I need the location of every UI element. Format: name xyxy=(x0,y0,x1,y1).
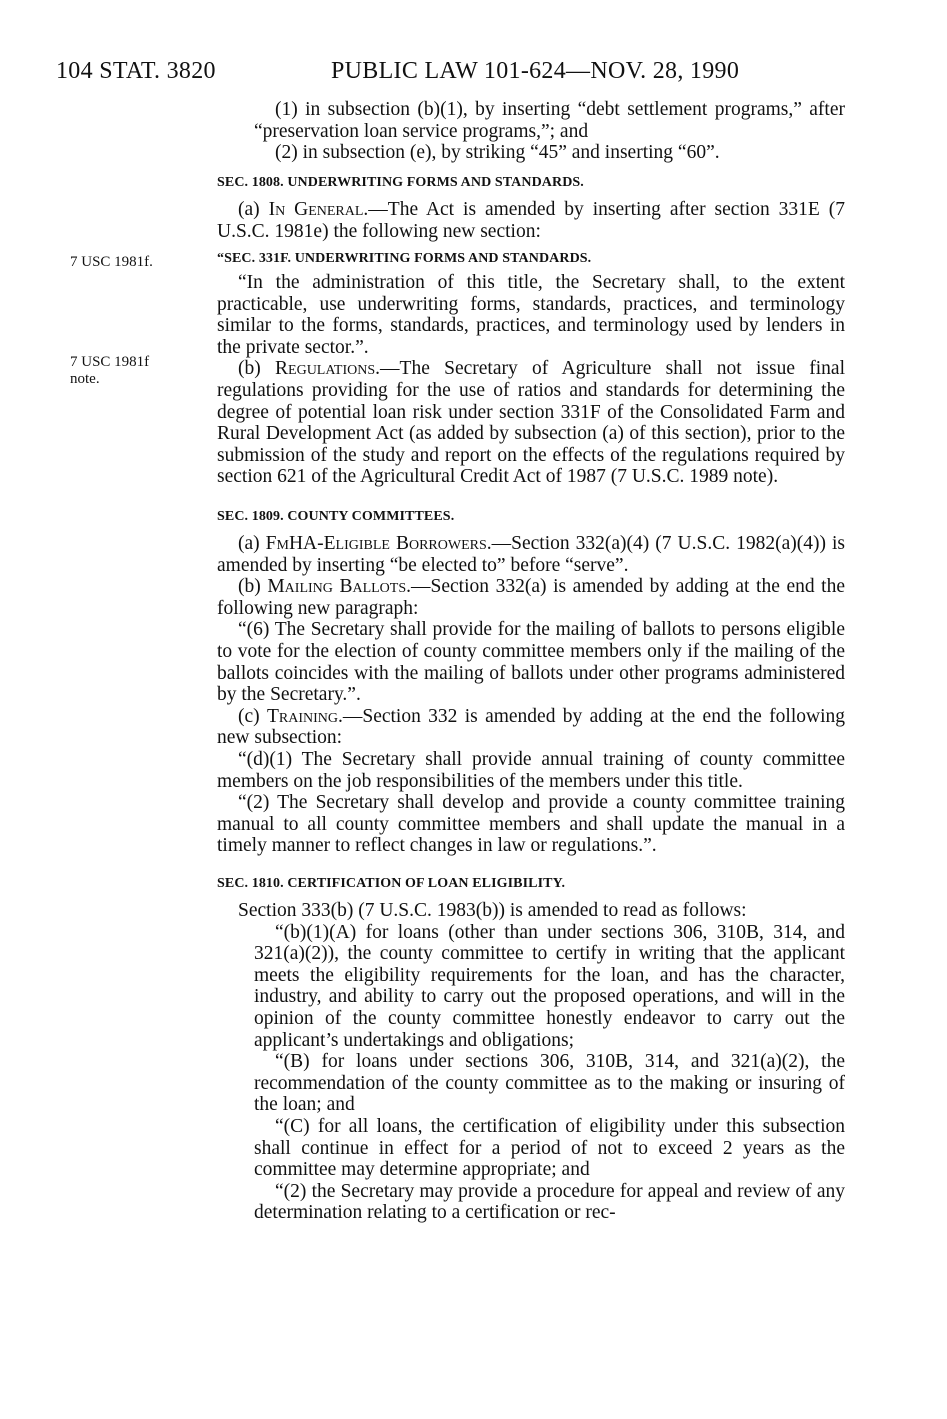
paragraph xyxy=(217,358,845,488)
subsection-heading: Mailing Ballots. xyxy=(267,576,412,598)
paragraph-text: —Section 332(a)(4) (7 U.S.C. 1982(a)(4)) is amended by inserting “be elected to” before “serve”. xyxy=(217,533,845,576)
paragraph: “In the administration of this title, the Secretary shall, to the extent practicable, use underwriting forms, standards, practices, and terminology similar to the forms, standards, practices, and terminology used by lenders in the private sector.”. xyxy=(217,272,845,358)
margin-note-line: 7 USC 1981f xyxy=(70,354,150,370)
section-heading-1809: SEC. 1809. COUNTY COMMITTEES. xyxy=(217,509,455,524)
page-citation: 104 STAT. 3820 xyxy=(56,58,216,84)
section-heading-331f: “SEC. 331F. UNDERWRITING FORMS AND STANDARDS. xyxy=(217,251,592,266)
section-heading-1810: SEC. 1810. CERTIFICATION OF LOAN ELIGIBILITY. xyxy=(217,876,566,891)
paragraph-text: —Section 332(a) is amended by adding at the end the following new paragraph: xyxy=(217,576,846,619)
paragraph-text: —The Secretary of Agriculture shall not issue final regulations providing for the use of ratios and standards for determining the degree of potential loan risk under section 331F of the Consolidated Farm and Rural Development Act (as added by subsection (a) of this section), prior to the submission of the study and report on the effects of the regulations required by section 621 of the Agricultural Credit Act of 1987 (7 U.S.C. 1989 note). xyxy=(217,358,845,488)
paragraph: “(B) for loans under sections 306, 310B, 314, and 321(a)(2), the recommendation of the county committee as to the making or insuring of the loan; and xyxy=(254,1051,845,1116)
section-331f-body xyxy=(217,272,845,488)
paragraph: “(6) The Secretary shall provide for the mailing of ballots to persons eligible to vote for the election of county committee members only if the mailing of the ballots coincides with the mailing of ballots under other programs administered by the Secretary.”. xyxy=(217,619,845,706)
paragraph: (2) in subsection (e), by striking “45” and inserting “60”. xyxy=(275,142,720,164)
subsection-heading: In General. xyxy=(268,199,369,220)
subsection-heading: Regulations. xyxy=(275,358,381,380)
section-1810-body xyxy=(217,900,845,1224)
margin-note-usc-1981f-note xyxy=(70,354,190,388)
label: (c) xyxy=(238,705,267,727)
section-1809-body xyxy=(217,533,845,857)
subsection-heading: FmHA-Eligible Borrowers. xyxy=(265,533,492,554)
label: (a) xyxy=(238,199,269,220)
paragraph-text: —The Act is amended by inserting after section 331E (7 U.S.C. 1981e) the following new section: xyxy=(217,199,845,242)
label: (b) xyxy=(238,576,268,598)
label: (b) xyxy=(238,358,276,380)
section-1808-body xyxy=(217,199,845,242)
paragraph xyxy=(217,533,845,576)
paragraph: Section 333(b) (7 U.S.C. 1983(b)) is amended to read as follows: xyxy=(238,900,747,921)
paragraph: “(C) for all loans, the certification of eligibility under this subsection shall continue in effect for a period of not to exceed 2 years as the committee may determine appropriate; and xyxy=(254,1115,845,1181)
running-header: PUBLIC LAW 101-624—NOV. 28, 1990 xyxy=(331,58,740,84)
paragraph-text: —Section 332 is amended by adding at the end the following new subsection: xyxy=(217,705,845,749)
paragraph: “(2) The Secretary shall develop and provide a county committee training manual to all county committee members and shall update the manual in a timely manner to reflect changes in law or regulations.”. xyxy=(217,792,845,857)
amendment-block-1 xyxy=(217,99,845,164)
paragraph xyxy=(217,706,845,749)
section-heading-1808: SEC. 1808. UNDERWRITING FORMS AND STANDARDS. xyxy=(217,175,584,190)
margin-note-usc-1981f: 7 USC 1981f. xyxy=(70,254,153,270)
paragraph: “(d)(1) The Secretary shall provide annual training of county committee members on the job responsibilities of the members under this title. xyxy=(217,748,845,792)
paragraph: “(2) the Secretary may provide a procedure for appeal and review of any determination relating to a certification or rec- xyxy=(254,1180,845,1224)
paragraph xyxy=(217,199,845,242)
paragraph xyxy=(217,576,845,619)
paragraph: “(b)(1)(A) for loans (other than under sections 306, 310B, 314, and 321(a)(2)), the county committee to certify in writing that the applicant meets the eligibility requirements for the loan, and has the character, industry, and ability to carry out the proposed operations, and will in the opinion of the county committee honestly endeavor to carry out the applicant’s undertakings and obligations; xyxy=(254,921,845,1051)
label: (a) xyxy=(238,533,266,554)
paragraph: (1) in subsection (b)(1), by inserting “debt settlement programs,” after “preservation loan service programs,”; and xyxy=(254,99,845,142)
margin-note-line: note. xyxy=(70,371,100,387)
subsection-heading: Training. xyxy=(266,705,343,727)
